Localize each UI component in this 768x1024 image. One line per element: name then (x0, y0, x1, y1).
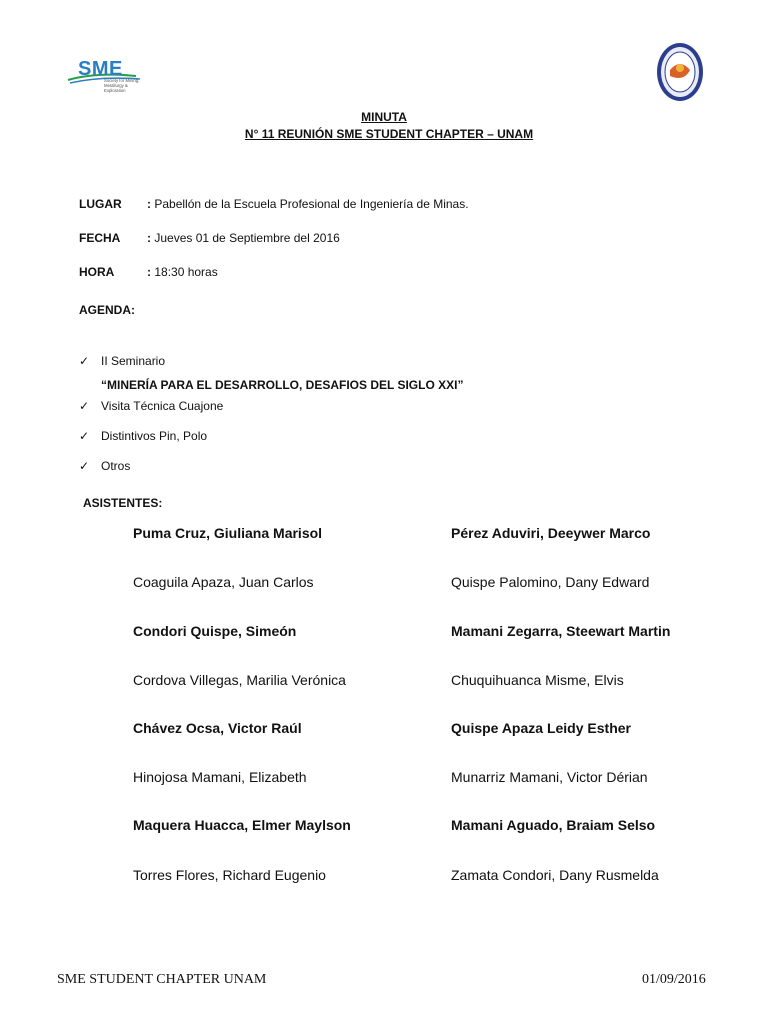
agenda-item (79, 399, 223, 413)
document-subtitle: N° 11 REUNIÓN SME STUDENT CHAPTER – UNAM (244, 127, 534, 141)
attendee-name: Coaguila Apaza, Juan Carlos (133, 574, 314, 590)
footer-org: SME STUDENT CHAPTER UNAM (57, 972, 267, 987)
logo-word: SME (78, 58, 123, 80)
field-lugar: LUGAR : Pabellón de la Escuela Profesional de Ingeniería de Minas. (79, 197, 469, 211)
checkmark-icon: ✓ (79, 399, 90, 413)
field-lugar-value: Pabellón de la Escuela Profesional de Ingeniería de Minas. (154, 197, 469, 211)
attendee-name: Torres Flores, Richard Eugenio (133, 867, 326, 883)
attendee-name: Quispe Apaza Leidy Esther (451, 720, 631, 736)
field-fecha: FECHA : Jueves 01 de Septiembre del 2016 (79, 231, 340, 245)
attendee-name: Zamata Condori, Dany Rusmelda (451, 867, 659, 883)
attendee-name: Pérez Aduviri, Deeywer Marco (451, 525, 651, 541)
field-fecha-label: FECHA (79, 231, 121, 245)
field-hora-value: 18:30 horas (154, 265, 218, 279)
agenda-item-text: Otros (101, 459, 131, 473)
field-hora: HORA : 18:30 horas (79, 265, 218, 279)
attendee-name: Cordova Villegas, Marilia Verónica (133, 672, 346, 688)
checkmark-icon: ✓ (79, 459, 90, 473)
attendee-name: Chuquihuanca Misme, Elvis (451, 672, 624, 688)
checkmark-icon: ✓ (79, 354, 90, 368)
university-seal-icon (656, 42, 704, 102)
agenda-item-text: Visita Técnica Cuajone (101, 399, 224, 413)
attendee-name: Hinojosa Mamani, Elizabeth (133, 769, 307, 785)
attendees-title: ASISTENTES: (83, 496, 163, 510)
agenda-seminar-subtitle: “MINERÍA PARA EL DESARROLLO, DESAFIOS DEL SIGLO XXI” (101, 378, 464, 392)
attendee-name: Mamani Zegarra, Steewart Martin (451, 623, 671, 639)
field-fecha-value: Jueves 01 de Septiembre del 2016 (154, 231, 340, 245)
document-title: MINUTA (361, 110, 407, 124)
agenda-item (79, 354, 165, 368)
agenda-item-text: Distintivos Pin, Polo (101, 429, 208, 443)
attendee-name: Munarriz Mamani, Victor Dérian (451, 769, 648, 785)
attendee-name: Puma Cruz, Giuliana Marisol (133, 525, 323, 541)
field-hora-label: HORA (79, 265, 115, 279)
attendee-name: Chávez Ocsa, Victor Raúl (133, 720, 302, 736)
checkmark-icon: ✓ (79, 429, 90, 443)
agenda-item (79, 429, 207, 443)
attendee-name: Quispe Palomino, Dany Edward (451, 574, 650, 590)
agenda-title: AGENDA: (79, 303, 135, 317)
agenda-item-text: II Seminario (101, 354, 166, 368)
footer-date: 01/09/2016 (642, 972, 706, 987)
attendee-name: Condori Quispe, Simeón (133, 623, 297, 639)
field-lugar-label: LUGAR (79, 197, 122, 211)
attendee-name: Maquera Huacca, Elmer Maylson (133, 817, 351, 833)
sme-logo (66, 58, 146, 100)
attendee-name: Mamani Aguado, Braiam Selso (451, 817, 656, 833)
agenda-item (79, 459, 130, 473)
logo-subtitle: Society for Mining, Metallurgy & Exploration (104, 78, 140, 93)
